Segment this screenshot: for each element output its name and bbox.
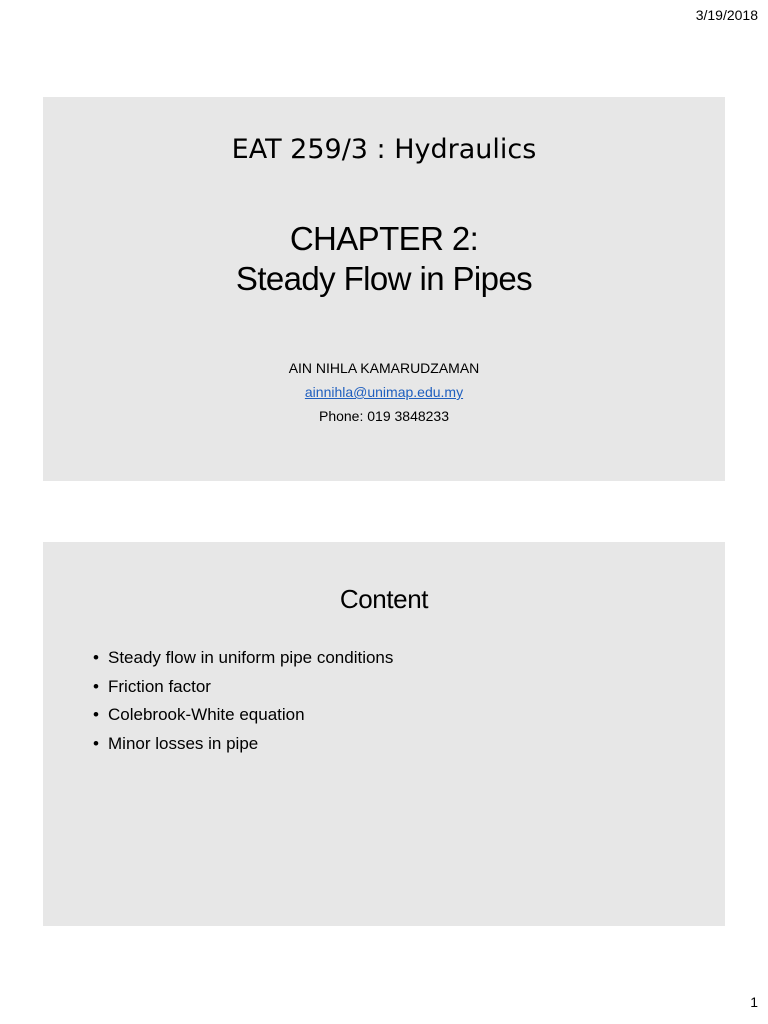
list-item: • Friction factor [93,673,393,702]
content-bullet-list [93,644,393,758]
title-slide [43,97,725,481]
course-title: EAT 259/3 : Hydraulics [231,134,537,165]
chapter-title-line-2: Steady Flow in Pipes [235,260,533,297]
author-phone: Phone: 019 3848233 [318,408,449,424]
chapter-title [43,219,725,299]
list-item: • Colebrook-White equation [93,701,393,730]
page-date: 3/19/2018 [695,7,758,23]
author-email-link[interactable]: ainnihla@unimap.edu.my [304,384,464,400]
list-item: • Steady flow in uniform pipe conditions [93,644,393,673]
content-slide [43,542,725,926]
bullet-icon: • [93,705,99,724]
bullet-icon: • [93,733,99,753]
bullet-icon: • [93,648,99,667]
content-heading: Content [339,584,429,614]
bullet-icon: • [93,676,99,696]
list-item: • Minor losses in pipe [93,730,393,759]
chapter-title-line-1: CHAPTER 2: [289,220,479,257]
page-number: 1 [750,994,758,1010]
author-name: AIN NIHLA KAMARUDZAMAN [288,360,480,376]
author-block [43,356,725,428]
